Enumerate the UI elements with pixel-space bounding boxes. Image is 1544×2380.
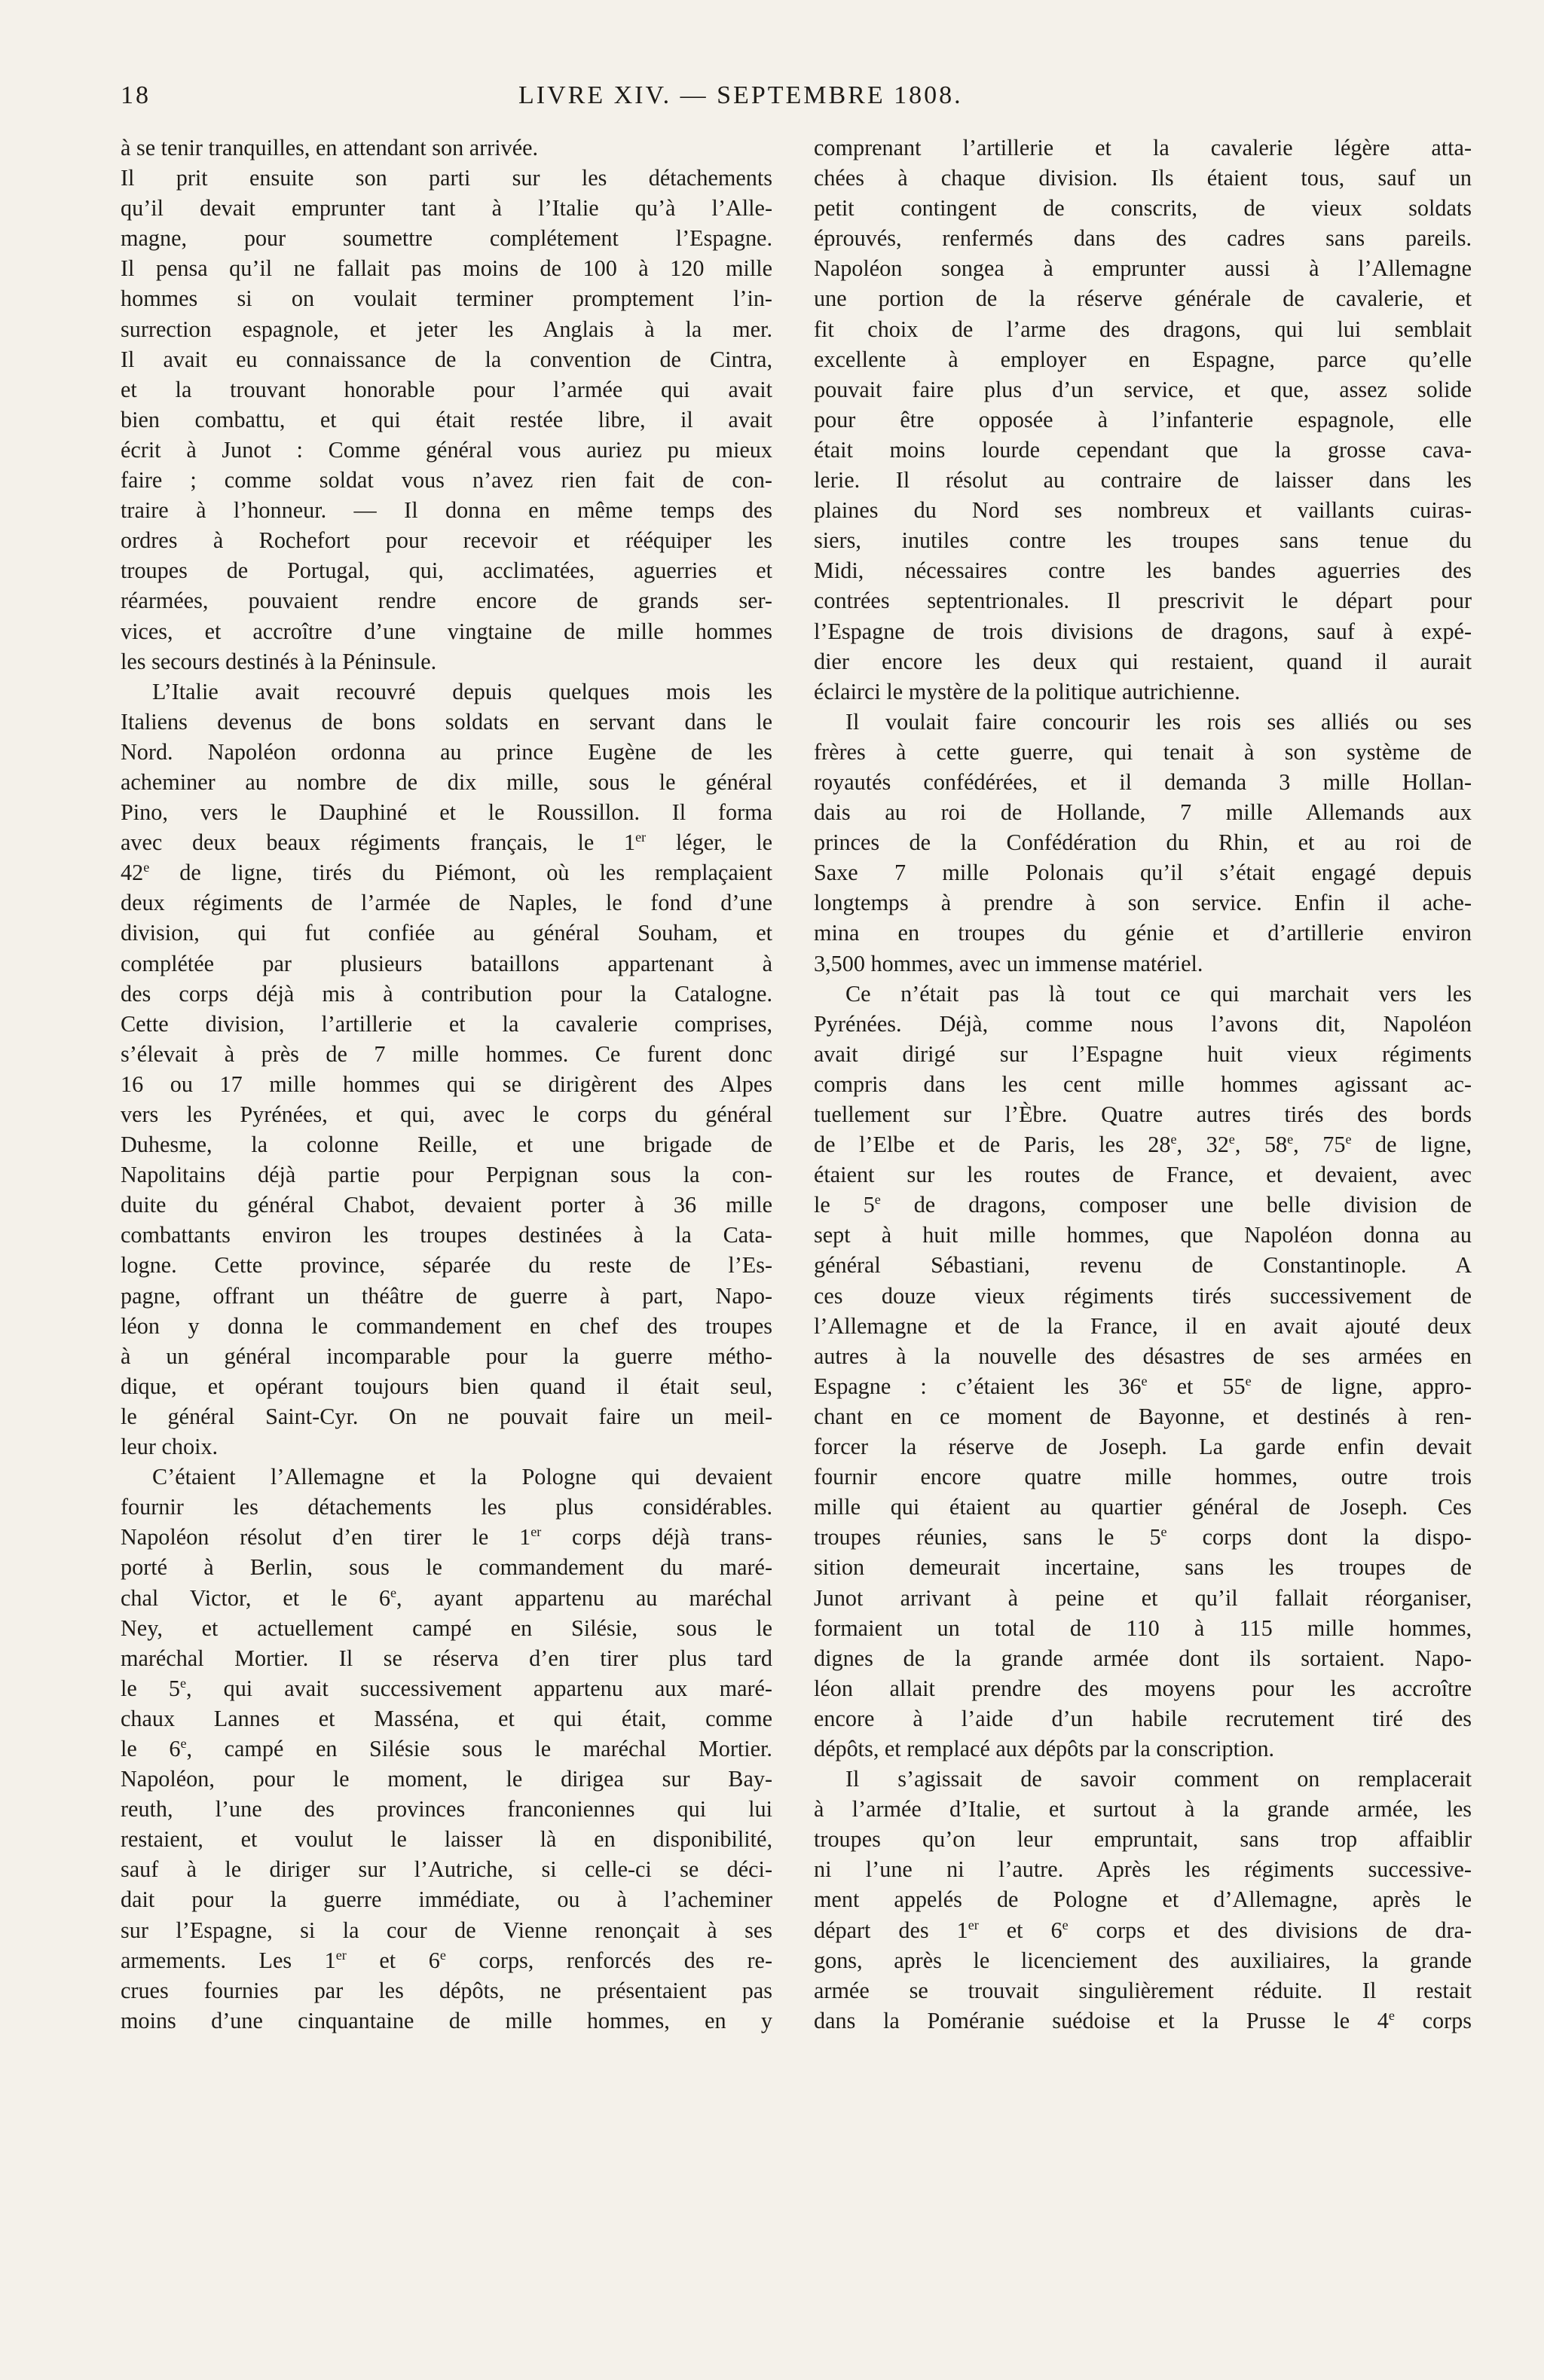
text-line: une portion de la réserve générale de cavalerie, et xyxy=(814,286,1472,312)
text-line: général Sébastiani, revenu de Constantinople. A xyxy=(814,1252,1472,1279)
text-line: surrection espagnole, et jeter les Anglais à la mer. xyxy=(121,316,772,342)
text-line: Duhesme, la colonne Reille, et une brigade de xyxy=(121,1132,772,1158)
text-line: 42e de ligne, tirés du Piémont, où les remplaçaient xyxy=(121,860,772,886)
text-line: traire à l’honneur. — Il donna en même temps des xyxy=(121,497,772,524)
text-line: éclairci le mystère de la politique autrichienne. xyxy=(814,678,1240,704)
text-line: ordres à Rochefort pour recevoir et rééquiper les xyxy=(121,527,772,554)
text-line: l’Espagne de trois divisions de dragons, sauf à expé- xyxy=(814,618,1472,644)
page-number: 18 xyxy=(121,81,151,109)
text-line: mina en troupes du génie et d’artillerie environ xyxy=(814,920,1472,946)
text-line: Espagne : c’étaient les 36e et 55e de ligne, appro- xyxy=(814,1373,1472,1399)
text-line: frères à cette guerre, qui tenait à son système de xyxy=(814,738,1472,765)
text-line: à l’armée d’Italie, et surtout à la grande armée, les xyxy=(814,1796,1472,1822)
text-line: porté à Berlin, sous le commandement du maré- xyxy=(121,1554,772,1581)
text-line: dique, et opérant toujours bien quand il était seul, xyxy=(121,1373,772,1399)
text-line: compris dans les cent mille hommes agissant ac- xyxy=(814,1071,1472,1097)
text-line: petit contingent de conscrits, de vieux soldats xyxy=(814,195,1472,222)
text-line: Ce n’était pas là tout ce qui marchait vers les xyxy=(845,980,1472,1007)
text-line: ment appelés de Pologne et d’Allemagne, après le xyxy=(814,1887,1472,1913)
text-line: bien combattu, et qui était restée libre, il avait xyxy=(121,406,772,432)
text-line: contrées septentrionales. Il prescrivit le départ pour xyxy=(814,588,1472,614)
text-line: le général Saint-Cyr. On ne pouvait faire un meil- xyxy=(121,1403,772,1429)
text-line: deux régiments de l’armée de Naples, le fond d’une xyxy=(121,890,772,916)
text-line: restaient, et voulut le laisser là en disponibilité, xyxy=(121,1826,772,1853)
text-line: formaient un total de 110 à 115 mille hommes, xyxy=(814,1615,1472,1641)
text-line: lerie. Il résolut au contraire de laisser dans les xyxy=(814,467,1472,493)
text-line: Italiens devenus de bons soldats en servant dans le xyxy=(121,708,772,735)
text-line: 3,500 hommes, avec un immense matériel. xyxy=(814,950,1203,976)
text-line: fit choix de l’arme des dragons, qui lui semblait xyxy=(814,316,1472,342)
text-line: comprenant l’artillerie et la cavalerie légère atta- xyxy=(814,135,1472,160)
left-text-column xyxy=(121,133,772,2036)
text-line: sauf à le diriger sur l’Autriche, si celle-ci se déci- xyxy=(121,1856,772,1883)
text-line: faire ; comme soldat vous n’avez rien fait de con- xyxy=(121,467,772,493)
text-line: pagne, offrant un théâtre de guerre à part, Napo- xyxy=(121,1282,772,1309)
text-line: vices, et accroître d’une vingtaine de mille hommes xyxy=(121,618,772,644)
text-line: Il voulait faire concourir les rois ses alliés ou ses xyxy=(845,708,1472,735)
text-line: pour être opposée à l’infanterie espagnole, elle xyxy=(814,406,1472,432)
text-line: qu’il devait emprunter tant à l’Italie qu’à l’Alle- xyxy=(121,195,772,222)
text-line: Pyrénées. Déjà, comme nous l’avons dit, Napoléon xyxy=(814,1010,1472,1037)
text-line: Napoléon résolut d’en tirer le 1er corps déjà trans- xyxy=(121,1524,772,1551)
text-line: chal Victor, et le 6e, ayant appartenu au maréchal xyxy=(121,1584,772,1611)
text-line: Il prit ensuite son parti sur les détachements xyxy=(121,165,772,191)
text-line: Nord. Napoléon ordonna au prince Eugène de les xyxy=(121,738,772,765)
text-line: ni l’une ni l’autre. Après les régiments successive- xyxy=(814,1856,1472,1883)
right-text-column xyxy=(814,133,1472,2036)
text-line: de l’Elbe et de Paris, les 28e, 32e, 58e, 75e de ligne, xyxy=(814,1132,1472,1158)
text-line: chant en ce moment de Bayonne, et destinés à ren- xyxy=(814,1403,1472,1429)
text-line: maréchal Mortier. Il se réserva d’en tirer plus tard xyxy=(121,1645,772,1671)
text-line: Il pensa qu’il ne fallait pas moins de 100 à 120 mille xyxy=(121,255,772,282)
text-line: Saxe 7 mille Polonais qu’il s’était engagé depuis xyxy=(814,860,1472,886)
text-line: réarmées, pouvaient rendre encore de grands ser- xyxy=(121,588,772,614)
text-line: Pino, vers le Dauphiné et le Roussillon. Il forma xyxy=(121,799,772,826)
text-line: princes de la Confédération du Rhin, et au roi de xyxy=(814,829,1472,856)
text-line: le 5e, qui avait successivement appartenu aux maré- xyxy=(121,1675,772,1701)
text-line: combattants environ les troupes destinées à la Cata- xyxy=(121,1222,772,1248)
text-line: chaux Lannes et Masséna, et qui était, comme xyxy=(121,1705,772,1731)
text-line: mille qui étaient au quartier général de Joseph. Ces xyxy=(814,1494,1472,1520)
text-line: le 6e, campé en Silésie sous le maréchal Mortier. xyxy=(121,1735,772,1761)
text-line: ces douze vieux régiments tirés successivement de xyxy=(814,1282,1472,1309)
text-line: autres à la nouvelle des désastres de ses armées en xyxy=(814,1343,1472,1369)
text-line: excellente à employer en Espagne, parce qu’elle xyxy=(814,346,1472,372)
text-line: à se tenir tranquilles, en attendant son arrivée. xyxy=(121,135,539,160)
text-line: royautés confédérées, et il demanda 3 mille Hollan- xyxy=(814,768,1472,795)
text-line: Ney, et actuellement campé en Silésie, sous le xyxy=(121,1615,772,1641)
text-line: crues fournies par les dépôts, ne présentaient pas xyxy=(121,1977,772,2003)
text-line: Midi, nécessaires contre les bandes aguerries des xyxy=(814,558,1472,584)
text-line: forcer la réserve de Joseph. La garde enfin devait xyxy=(814,1434,1472,1460)
text-line: sition demeurait incertaine, sans les troupes de xyxy=(814,1554,1472,1581)
text-line: chées à chaque division. Ils étaient tous, sauf un xyxy=(814,165,1472,191)
text-line: écrit à Junot : Comme général vous auriez pu mieux xyxy=(121,436,772,463)
text-line: tuellement sur l’Èbre. Quatre autres tirés des bords xyxy=(814,1101,1472,1127)
text-line: dais au roi de Hollande, 7 mille Allemands aux xyxy=(814,799,1472,826)
text-line: éprouvés, renfermés dans des cadres sans pareils. xyxy=(814,225,1472,252)
running-title: LIVRE XIV. — SEPTEMBRE 1808. xyxy=(518,81,963,109)
text-line: longtemps à prendre à son service. Enfin il ache- xyxy=(814,890,1472,916)
page-header xyxy=(121,81,1477,127)
text-line: fournir encore quatre mille hommes, outre trois xyxy=(814,1464,1472,1490)
text-line: avec deux beaux régiments français, le 1er léger, le xyxy=(121,829,772,856)
text-line: logne. Cette province, séparée du reste de l’Es- xyxy=(121,1252,772,1279)
text-line: le 5e de dragons, composer une belle division de xyxy=(814,1192,1472,1218)
text-line: à un général incomparable pour la guerre métho- xyxy=(121,1343,772,1369)
text-line: dier encore les deux qui restaient, quand il aurait xyxy=(814,648,1472,674)
text-line: armée se trouvait singulièrement réduite. Il restait xyxy=(814,1977,1472,2003)
text-line: moins d’une cinquantaine de mille hommes, en y xyxy=(121,2007,772,2033)
text-line: encore à l’aide d’un habile recrutement tiré des xyxy=(814,1705,1472,1731)
text-line: dait pour la guerre immédiate, ou à l’acheminer xyxy=(121,1887,772,1913)
text-line: s’élevait à près de 7 mille hommes. Ce furent donc xyxy=(121,1040,772,1067)
text-line: avait dirigé sur l’Espagne huit vieux régiments xyxy=(814,1040,1472,1067)
text-line: C’étaient l’Allemagne et la Pologne qui devaient xyxy=(152,1464,772,1490)
text-line: magne, pour soumettre complétement l’Espagne. xyxy=(121,225,772,252)
text-line: sept à huit mille hommes, que Napoléon donna au xyxy=(814,1222,1472,1248)
text-line: Napoléon, pour le moment, le dirigea sur Bay- xyxy=(121,1766,772,1792)
text-line: troupes réunies, sans le 5e corps dont la dispo- xyxy=(814,1524,1472,1551)
text-line: Napoléon songea à emprunter aussi à l’Allemagne xyxy=(814,255,1472,282)
text-line: siers, inutiles contre les troupes sans tenue du xyxy=(814,527,1472,554)
text-line: et la trouvant honorable pour l’armée qui avait xyxy=(121,376,772,402)
text-line: pouvait faire plus d’un service, et que, assez solide xyxy=(814,376,1472,402)
text-line: troupes de Portugal, qui, acclimatées, aguerries et xyxy=(121,558,772,584)
text-line: L’Italie avait recouvré depuis quelques mois les xyxy=(152,678,772,704)
text-line: complétée par plusieurs bataillons appartenant à xyxy=(121,950,772,976)
text-line: gons, après le licenciement des auxiliaires, la grande xyxy=(814,1947,1472,1973)
text-line: sur l’Espagne, si la cour de Vienne renonçait à ses xyxy=(121,1917,772,1943)
text-line: départ des 1er et 6e corps et des divisions de dra- xyxy=(814,1917,1472,1943)
text-line: hommes si on voulait terminer promptement l’in- xyxy=(121,286,772,312)
text-line: Napolitains déjà partie pour Perpignan sous la con- xyxy=(121,1162,772,1188)
text-line: vers les Pyrénées, et qui, avec le corps du général xyxy=(121,1101,772,1127)
text-line: leur choix. xyxy=(121,1434,219,1460)
text-line: Il s’agissait de savoir comment on remplacerait xyxy=(845,1766,1472,1792)
text-line: acheminer au nombre de dix mille, sous le général xyxy=(121,768,772,795)
text-line: étaient sur les routes de France, et devaient, avec xyxy=(814,1162,1472,1188)
text-line: dans la Poméranie suédoise et la Prusse le 4e corps xyxy=(814,2007,1472,2033)
text-line: dépôts, et remplacé aux dépôts par la conscription. xyxy=(814,1735,1275,1761)
text-line: des corps déjà mis à contribution pour la Catalogne. xyxy=(121,980,772,1007)
text-line: armements. Les 1er et 6e corps, renforcés des re- xyxy=(121,1947,772,1973)
text-line: Il avait eu connaissance de la convention de Cintra, xyxy=(121,346,772,372)
text-line: l’Allemagne et de la France, il en avait ajouté deux xyxy=(814,1312,1472,1339)
text-line: duite du général Chabot, devaient porter à 36 mille xyxy=(121,1192,772,1218)
text-line: plaines du Nord ses nombreux et vaillants cuiras- xyxy=(814,497,1472,524)
text-line: fournir les détachements les plus considérables. xyxy=(121,1494,772,1520)
text-line: Junot arrivant à peine et qu’il fallait réorganiser, xyxy=(814,1584,1472,1611)
text-line: les secours destinés à la Péninsule. xyxy=(121,648,437,674)
text-line: 16 ou 17 mille hommes qui se dirigèrent des Alpes xyxy=(121,1071,772,1097)
text-line: dignes de la grande armée dont ils sortaient. Napo- xyxy=(814,1645,1472,1671)
text-line: était moins lourde cependant que la grosse cava- xyxy=(814,436,1472,463)
text-line: troupes qu’on leur empruntait, sans trop affaiblir xyxy=(814,1826,1472,1853)
text-line: léon y donna le commandement en chef des troupes xyxy=(121,1312,772,1339)
text-line: léon allait prendre des moyens pour les accroître xyxy=(814,1675,1472,1701)
text-line: reuth, l’une des provinces franconiennes qui lui xyxy=(121,1796,772,1822)
text-line: division, qui fut confiée au général Souham, et xyxy=(121,920,772,946)
text-line: Cette division, l’artillerie et la cavalerie comprises, xyxy=(121,1010,772,1037)
